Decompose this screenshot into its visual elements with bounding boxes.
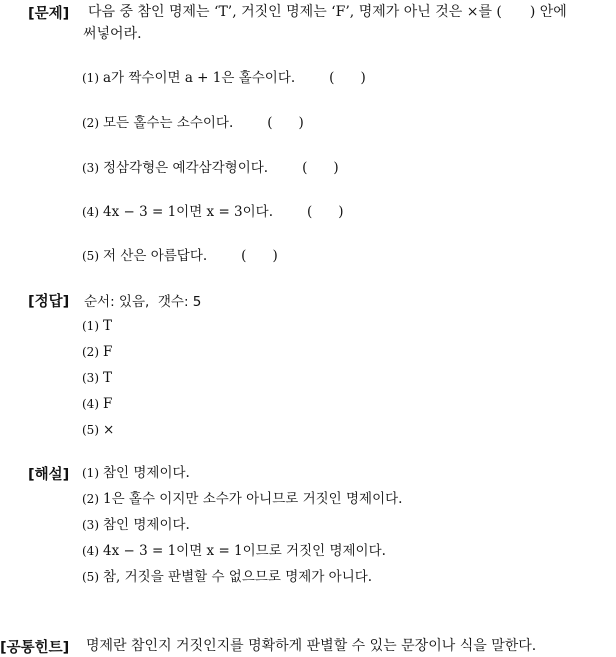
- problem-item-3: [82, 158, 339, 178]
- answer-tag: [정답]: [28, 294, 70, 310]
- item-number: (2): [82, 116, 99, 130]
- item-number: (2): [82, 345, 99, 359]
- item-number: (4): [82, 544, 99, 558]
- answer-summary: 순서: 있음, 갯수: 5: [84, 294, 202, 310]
- item-text: 4x − 3 = 1이면 x = 3이다.: [103, 204, 274, 220]
- problem-tag: [문제]: [28, 6, 70, 22]
- answer-blank: ( ): [302, 160, 339, 176]
- explanation-item-5: [82, 567, 372, 587]
- hint-text: 명제란 참인지 거짓인지를 명확하게 판별할 수 있는 문장이나 식을 말한다.: [86, 638, 537, 654]
- explanation-item-4: [82, 541, 386, 561]
- item-number: (2): [82, 492, 99, 506]
- item-text: 참, 거짓을 판별할 수 없으므로 명제가 아니다.: [103, 569, 373, 585]
- item-text: T: [103, 318, 113, 334]
- answer-item-4: [82, 394, 112, 414]
- explanation-tag: [해설]: [28, 467, 70, 483]
- problem-text-line2: 써넣어라.: [83, 26, 142, 42]
- item-number: (1): [82, 319, 99, 333]
- answer-item-3: [82, 368, 112, 388]
- item-text: 참인 명제이다.: [103, 517, 190, 533]
- answer-item-2: [82, 342, 112, 362]
- answer-blank: ( ): [329, 70, 366, 86]
- answer-blank: ( ): [241, 248, 278, 264]
- problem-item-5: [82, 246, 278, 266]
- item-number: (5): [82, 423, 99, 437]
- item-number: (4): [82, 397, 99, 411]
- hint-tag: [공통힌트]: [0, 640, 70, 656]
- item-text: 모든 홀수는 소수이다.: [103, 115, 234, 131]
- item-text: F: [103, 344, 113, 360]
- item-number: (3): [82, 371, 99, 385]
- item-number: (3): [82, 518, 99, 532]
- answer-item-1: [82, 316, 112, 336]
- item-text: 저 산은 아름답다.: [103, 248, 208, 264]
- item-number: (5): [82, 249, 99, 263]
- explanation-item-1: [82, 463, 190, 483]
- item-text: T: [103, 370, 113, 386]
- problem-item-1: [82, 68, 366, 88]
- item-number: (1): [82, 71, 99, 85]
- item-text: 정삼각형은 예각삼각형이다.: [103, 160, 269, 176]
- problem-item-4: [82, 202, 344, 222]
- explanation-item-3: [82, 515, 190, 535]
- item-number: (4): [82, 205, 99, 219]
- answer-blank: ( ): [267, 115, 304, 131]
- item-text: F: [103, 396, 113, 412]
- item-text: 참인 명제이다.: [103, 465, 190, 481]
- problem-text-line1: 다음 중 참인 명제는 ‘T’, 거짓인 명제는 ‘F’, 명제가 아닌 것은 ×를 ( ) 안에: [88, 4, 567, 20]
- item-number: (3): [82, 161, 99, 175]
- item-text: a가 짝수이면 a + 1은 홀수이다.: [103, 70, 296, 86]
- answer-item-5: [82, 420, 114, 440]
- problem-item-2: [82, 113, 304, 133]
- explanation-item-2: [82, 489, 402, 509]
- item-number: (1): [82, 466, 99, 480]
- item-text: 1은 홀수 이지만 소수가 아니므로 거짓인 명제이다.: [103, 491, 403, 507]
- answer-blank: ( ): [307, 204, 344, 220]
- item-text: 4x − 3 = 1이면 x = 1이므로 거짓인 명제이다.: [103, 543, 386, 559]
- item-text: ×: [103, 422, 115, 438]
- item-number: (5): [82, 570, 99, 584]
